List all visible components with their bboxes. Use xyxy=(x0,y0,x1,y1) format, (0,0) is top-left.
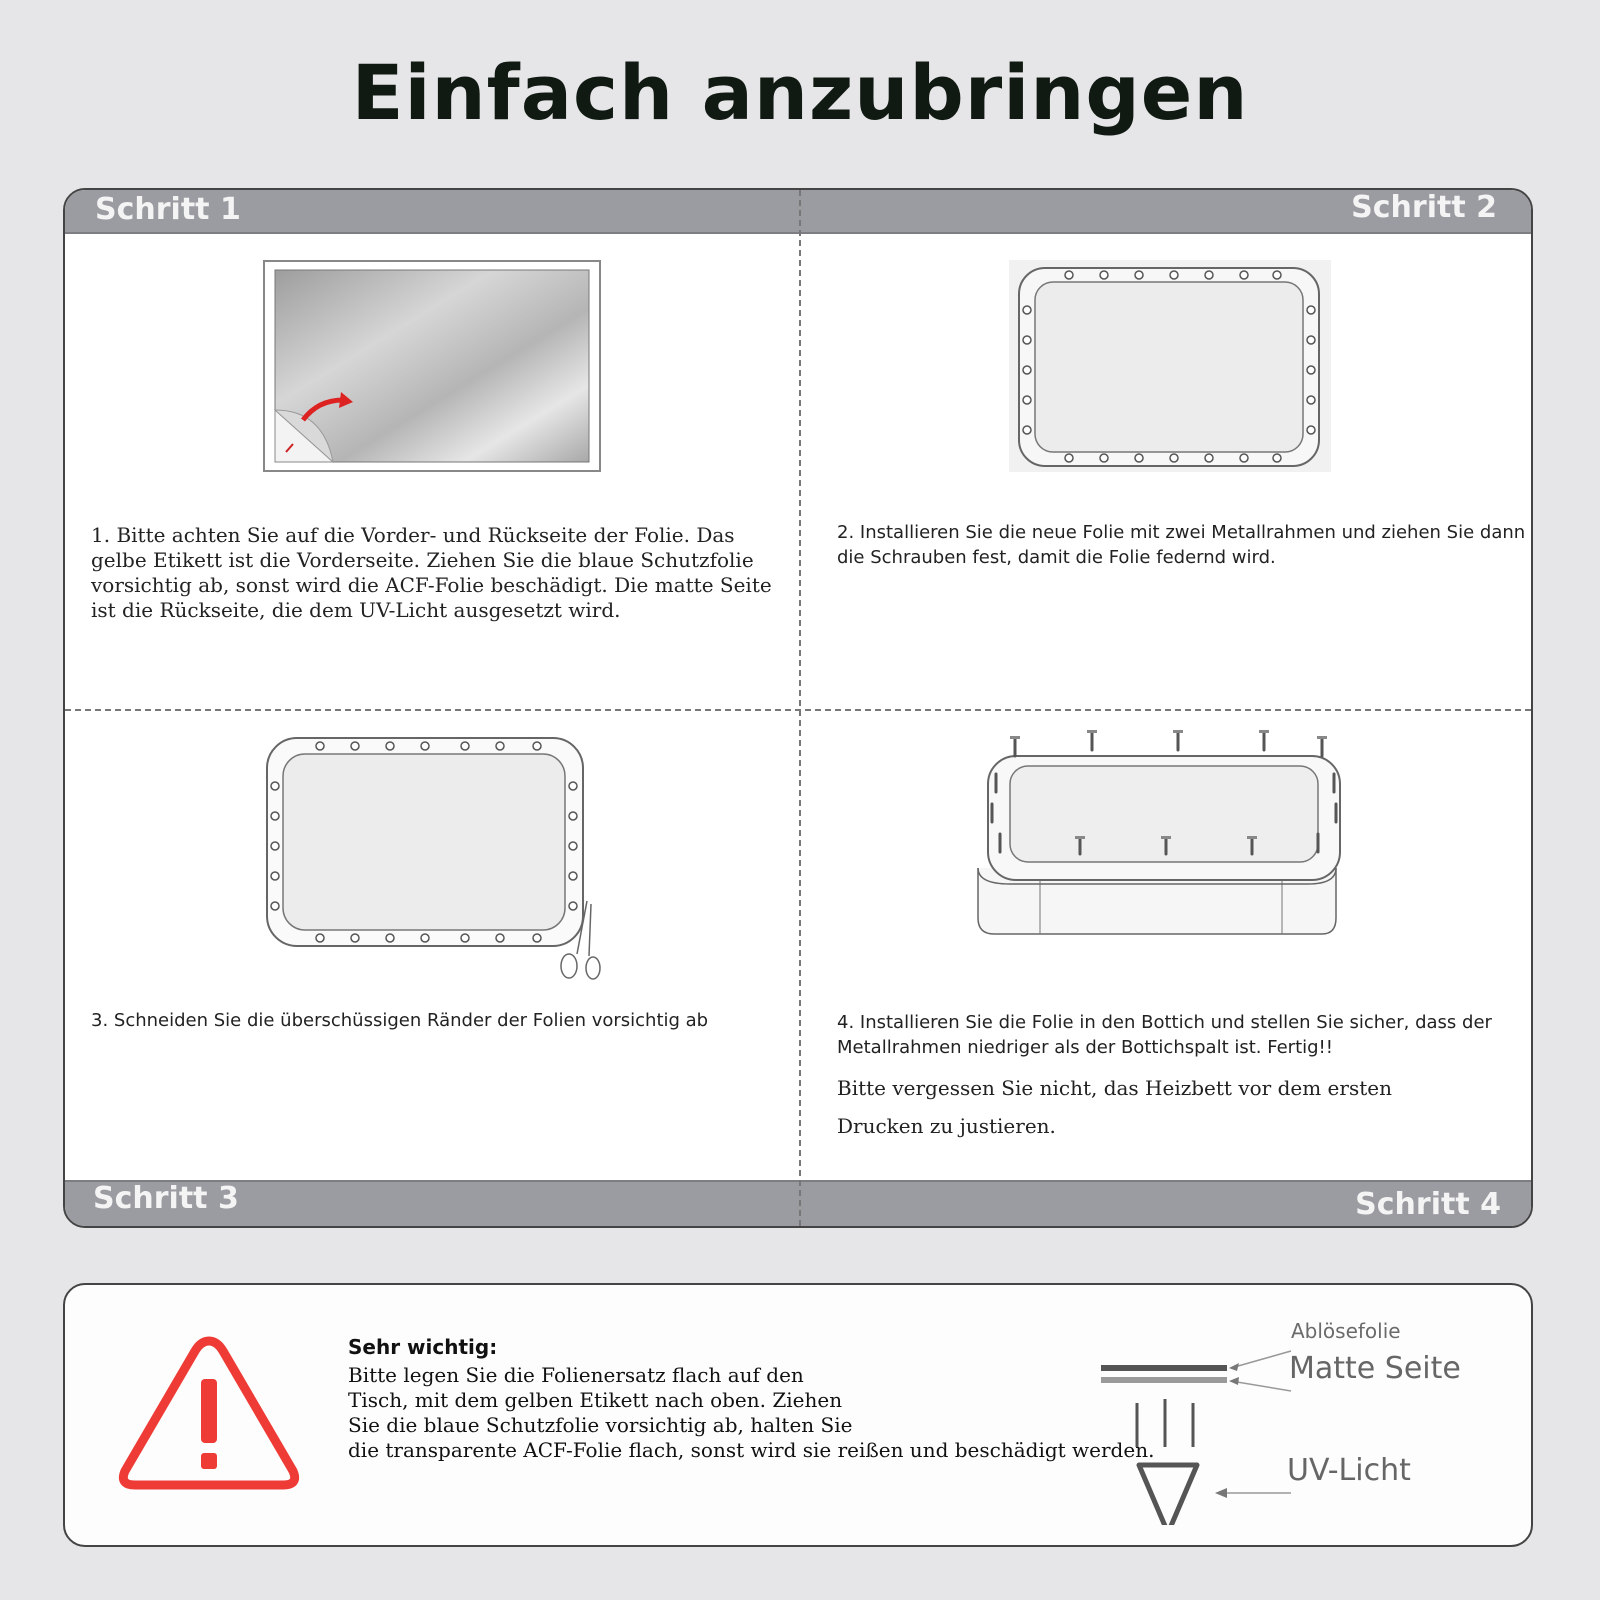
uv-light-label: UV-Licht xyxy=(1287,1453,1411,1488)
metal-frame-icon xyxy=(1009,260,1331,472)
release-film-label: Ablösefolie xyxy=(1291,1319,1401,1343)
film-sheet-peel-icon xyxy=(263,260,601,472)
warning-triangle-icon xyxy=(117,1333,301,1493)
step-1-label: Schritt 1 xyxy=(95,192,241,227)
step-2-label: Schritt 2 xyxy=(1351,190,1497,225)
step-4-note-line-2: Drucken zu justieren. xyxy=(837,1114,1056,1138)
steps-panel xyxy=(63,188,1533,1228)
step-4-text: 4. Installieren Sie die Folie in den Bottich und stellen Sie sicher, dass der Metallrahmen niedriger als der Bottichspalt ist. Fertig!! xyxy=(837,1012,1492,1058)
horizontal-divider xyxy=(65,709,1531,711)
vertical-divider xyxy=(799,190,801,1226)
page-title: Einfach anzubringen xyxy=(351,48,1249,137)
vat-with-frame-icon xyxy=(970,728,1350,940)
warning-line-3: Sie die blaue Schutzfolie vorsichtig ab, halten Sie xyxy=(348,1413,853,1437)
step-1-text: 1. Bitte achten Sie auf die Vorder- und Rückseite der Folie. Das gelbe Etikett ist die Vorderseite. Ziehen Sie die blaue Schutzfolie vorsichtig ab, sonst wird die ACF-Folie beschädigt. Die matte Seite ist die Rückseite, die dem UV-Licht ausgesetzt wird. xyxy=(91,523,772,622)
step-4-note-line-1: Bitte vergessen Sie nicht, das Heizbett vor dem ersten xyxy=(837,1076,1392,1100)
matte-side-label: Matte Seite xyxy=(1289,1351,1461,1386)
step-4-label: Schritt 4 xyxy=(1355,1187,1501,1222)
steps-header-bar xyxy=(65,190,1531,234)
step-2-text: 2. Installieren Sie die neue Folie mit zwei Metallrahmen und ziehen Sie dann die Schrauben fest, damit die Folie federnd wird. xyxy=(837,522,1526,568)
warning-line-1: Bitte legen Sie die Folienersatz flach auf den xyxy=(348,1363,804,1387)
warning-heading: Sehr wichtig: xyxy=(348,1335,498,1359)
warning-panel xyxy=(63,1283,1533,1547)
step-3-label: Schritt 3 xyxy=(93,1181,239,1216)
steps-footer-bar xyxy=(65,1180,1531,1226)
frame-with-scissors-icon xyxy=(265,736,615,986)
warning-line-4: die transparente ACF-Folie flach, sonst wird sie reißen und beschädigt werden. xyxy=(348,1438,1155,1462)
warning-line-2: Tisch, mit dem gelben Etikett nach oben. Ziehen xyxy=(348,1388,843,1412)
step-3-text: 3. Schneiden Sie die überschüssigen Ränder der Folien vorsichtig ab xyxy=(91,1010,709,1031)
